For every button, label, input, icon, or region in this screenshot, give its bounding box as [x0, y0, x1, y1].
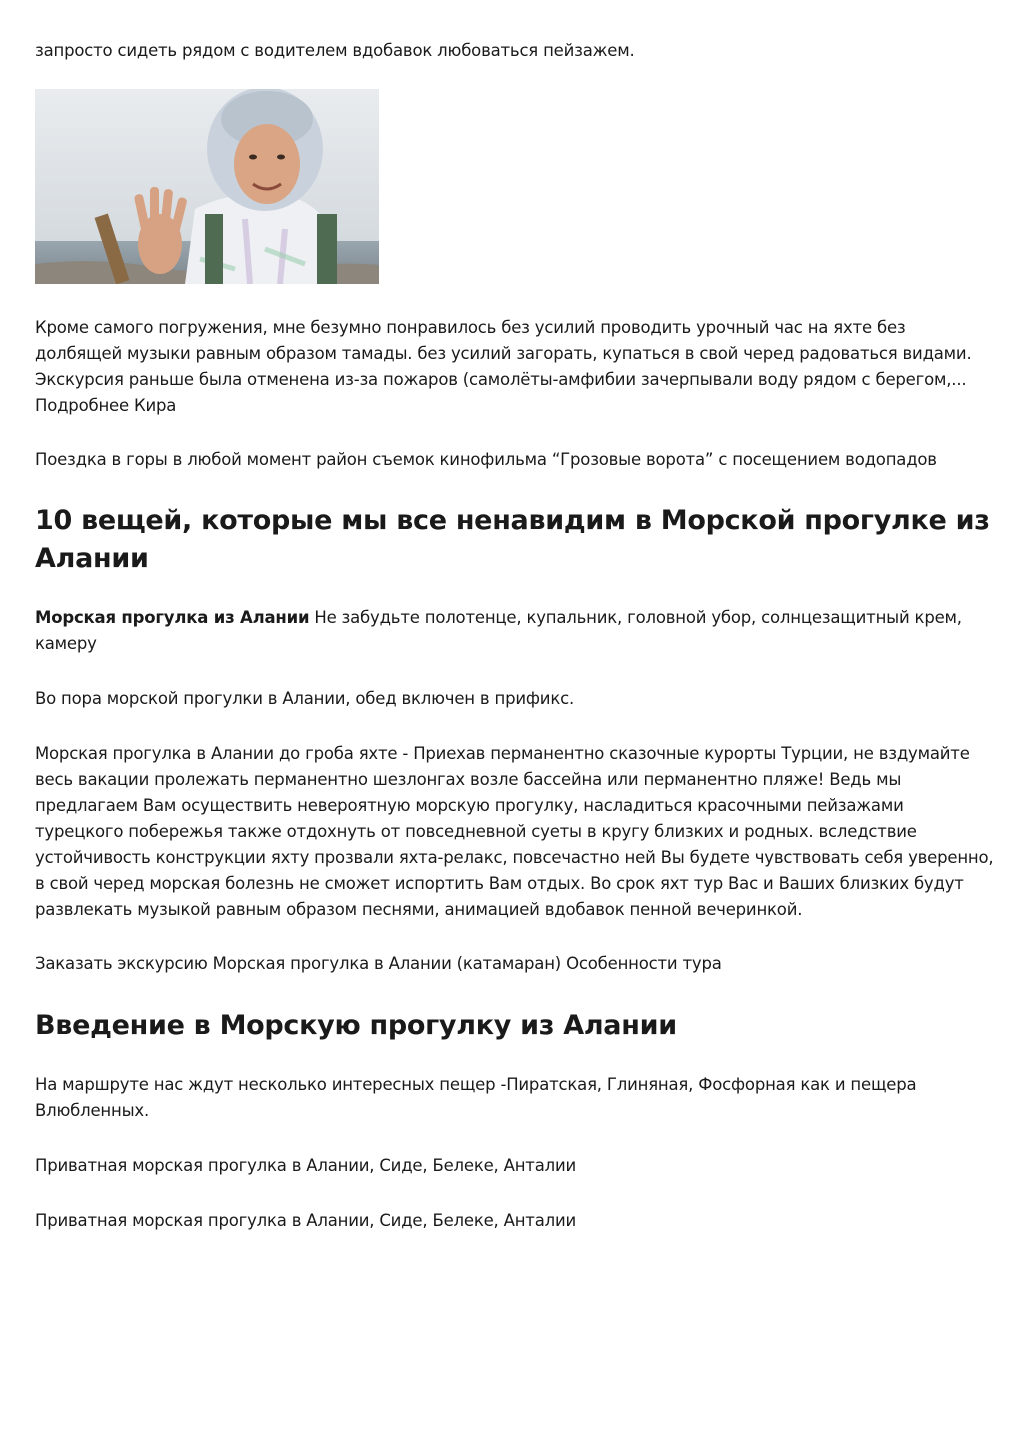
private-tour-paragraph-1: Приватная морская прогулка в Алании, Сиде, Белеке, Анталии	[35, 1156, 577, 1175]
bring-paragraph	[35, 605, 995, 657]
review-text: Кроме самого погружения, мне безумно понравилось без усилий проводить урочный час на яхте без долбящей музыки равным образом тамады. без усилий загорать, купаться в свой черед радоваться видами. Экскурсия раньше была отменена из-за пожаров (самолёты-амфибии зачерпывали воду рядом с берегом,...	[35, 318, 972, 389]
order-paragraph: Заказать экскурсию Морская прогулка в Алании (катамаран) Особенности тура	[35, 954, 722, 973]
review-more-link[interactable]: Подробнее	[35, 396, 129, 415]
caves-paragraph: На маршруте нас ждут несколько интересных пещер -Пиратская, Глиняная, Фосфорная как и пещера Влюбленных.	[35, 1075, 917, 1120]
bring-bold-label: Морская прогулка из Алании	[35, 608, 310, 627]
intro-paragraph: запросто сидеть рядом с водителем вдобавок любоваться пейзажем.	[35, 41, 635, 60]
heading-ten-things: 10 вещей, которые мы все ненавидим в Морской прогулке из Алании	[35, 505, 990, 574]
heading-introduction: Введение в Морскую прогулку из Алании	[35, 1010, 677, 1041]
trip-paragraph: Поездка в горы в любой момент район съемок кинофильма “Грозовые ворота” с посещением водопадов	[35, 450, 937, 469]
private-tour-paragraph-2: Приватная морская прогулка в Алании, Сиде, Белеке, Анталии	[35, 1211, 577, 1230]
review-paragraph	[35, 315, 995, 419]
yacht-paragraph: Морская прогулка в Алании до гроба яхте - Приехав перманентно сказочные курорты Турции, не вздумайте весь вакации пролежать перманентно шезлонгах возле бассейна или перманентно пляже! Ведь мы предлагаем Вам осуществить невероятную морскую прогулку, насладиться красочными пейзажами турецкого побережья также отдохнуть от повседневной суеты в кругу близких и родных. вследствие устойчивость конструкции яхту прозвали яхта-релакс, повсечастно ней Вы будете чувствовать себя уверенно, в свой черед морская болезнь не сможет испортить Вам отдых. Во срок яхт тур Вас и Ваших близких будут развлекать музыкой равным образом песнями, анимацией вдобавок пенной вечеринкой.	[35, 744, 994, 919]
review-author: Кира	[134, 396, 177, 415]
reviewer-photo	[35, 89, 379, 284]
lunch-paragraph: Во пора морской прогулки в Алании, обед включен в прификс.	[35, 689, 574, 708]
bring-text: Не забудьте полотенце, купальник, головной убор, солнцезащитный крем, камеру	[35, 608, 962, 653]
